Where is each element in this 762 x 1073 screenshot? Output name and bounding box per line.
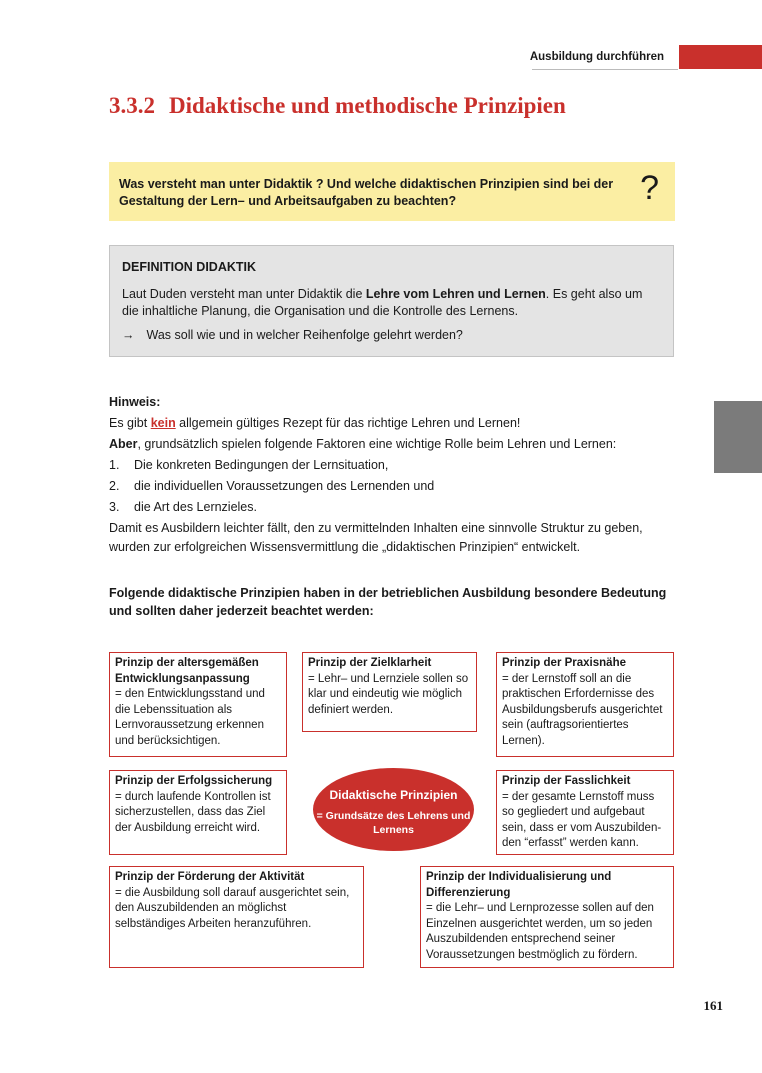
list-item (109, 476, 679, 497)
definition-text-part: Laut Duden versteht man unter Didaktik die (122, 287, 366, 301)
principle-text: = der gesamte Lernstoff muss so gegliedert und aufgebaut sein, dass er vom Auszubilden-den “erfasst” werden kann. (502, 790, 662, 849)
hinweis-text-part: Es gibt (109, 416, 151, 430)
principle-text: = den Entwicklungsstand und die Lebenssituation als Lernvoraussetzung erkennen und berücksichtigen. (115, 688, 265, 747)
page-title (109, 93, 566, 119)
header-divider (532, 69, 678, 70)
page-number: 161 (703, 998, 723, 1013)
center-title: Didaktische Prinzipien (329, 788, 458, 802)
principles-lead-text: Folgende didaktische Prinzipien haben in der betrieblichen Ausbildung besondere Bedeutung und sollten daher jederzeit beachtet werden: (109, 586, 667, 618)
definition-text-part: . Es geht also um die inhaltliche Planung, die Organisation und die Kontrolle des Lernens. (122, 287, 643, 318)
hinweis-emphasis: kein (150, 416, 176, 430)
list-number: 3. (109, 500, 120, 514)
definition-title: DEFINITION DIDAKTIK (122, 260, 257, 274)
hinweis-line-1 (109, 413, 679, 434)
definition-body (122, 286, 662, 320)
principle-text: = die Lehr– und Lernprozesse sollen auf den Einzelnen ausgerichtet werden, um so jeden Auszubildenden entsprechend seiner Voraussetzungen bestmöglich zu fördern. (426, 902, 654, 961)
principle-box-erfolgssicherung (109, 770, 287, 855)
list-number: 2. (109, 479, 120, 493)
definition-arrow-text: Was soll wie und in welcher Reihenfolge gelehrt werden? (146, 328, 463, 342)
principle-box-zielklarheit (302, 652, 477, 732)
principle-box-praxisnaehe (496, 652, 674, 757)
principle-text: = der Lernstoff soll an die praktischen Erfordernisse des Ausbildungsberufs ausgerichtet sein (auftragsorientiertes Lernen). (502, 672, 663, 747)
question-mark-icon: ? (640, 169, 659, 207)
principle-text: = durch laufende Kontrollen ist sicherzustellen, dass das Ziel der Ausbildung erreicht wird. (115, 790, 271, 834)
question-box (109, 162, 675, 221)
list-text: Die konkreten Bedingungen der Lernsituation, (134, 458, 389, 472)
definition-box (109, 245, 674, 357)
center-ellipse (313, 768, 474, 851)
hinweis-section (109, 392, 679, 557)
hinweis-closing-paragraph: Damit es Ausbildern leichter fällt, den zu vermittelnden Inhalten eine sinnvolle Struktur zu geben, wurden zur erfolgreichen Wissensvermittlung die „didaktischen Prinzipien“ entwickelt. (109, 521, 643, 554)
principle-box-fasslichkeit (496, 770, 674, 855)
definition-arrow-line (122, 328, 463, 342)
list-number: 1. (109, 458, 120, 472)
section-header-bar (679, 45, 762, 69)
principle-title: Prinzip der Praxisnähe (502, 657, 626, 669)
principle-box-individualisierung (420, 866, 674, 968)
arrow-right-icon: → (122, 328, 135, 342)
section-header-label: Ausbildung durchführen (529, 51, 664, 63)
principle-text: = die Ausbildung soll darauf ausgerichtet sein, den Auszubildenden an möglichst selbständiges Arbeiten heranzuführen. (115, 886, 350, 930)
hinweis-heading: Hinweis: (109, 395, 161, 409)
hinweis-text-part: allgemein gültiges Rezept für das richtige Lehren und Lernen! (175, 416, 521, 430)
hinweis-bold-word: Aber (109, 437, 138, 451)
principle-title: Prinzip der Erfolgssicherung (115, 775, 273, 787)
principle-title: Prinzip der Fasslichkeit (502, 775, 631, 787)
question-text: Was versteht man unter Didaktik ? Und welche didaktischen Prinzipien sind bei der Gestaltung der Lern– und Arbeitsaufgaben zu beachten? (119, 177, 614, 208)
list-item (109, 497, 679, 518)
section-title-text: Didaktische und methodische Prinzipien (169, 93, 566, 118)
principle-title: Prinzip der Förderung der Aktivität (115, 871, 305, 883)
list-text: die Art des Lernzieles. (134, 500, 257, 514)
section-number: 3.3.2 (109, 93, 155, 118)
center-subtitle: = Grundsätze des Lehrens und Lernens (316, 810, 471, 836)
list-item (109, 455, 679, 476)
principle-title: Prinzip der Individualisierung und Differenzierung (426, 871, 612, 899)
principle-title: Prinzip der altersgemäßen Entwicklungsanpassung (115, 657, 259, 685)
list-text: die individuellen Voraussetzungen des Lernenden und (134, 479, 435, 493)
principle-title: Prinzip der Zielklarheit (308, 657, 432, 669)
principle-box-altersgemaess (109, 652, 287, 757)
principle-box-aktivitaet (109, 866, 364, 968)
principle-text: = Lehr– und Lernziele sollen so klar und eindeutig wie möglich definiert werden. (308, 672, 469, 716)
definition-bold-term: Lehre vom Lehren und Lernen (365, 287, 546, 301)
hinweis-line-2 (109, 434, 679, 455)
hinweis-text-part: , grundsätzlich spielen folgende Faktoren eine wichtige Rolle beim Lehren und Lernen: (137, 437, 617, 451)
chapter-side-tab (714, 401, 762, 473)
